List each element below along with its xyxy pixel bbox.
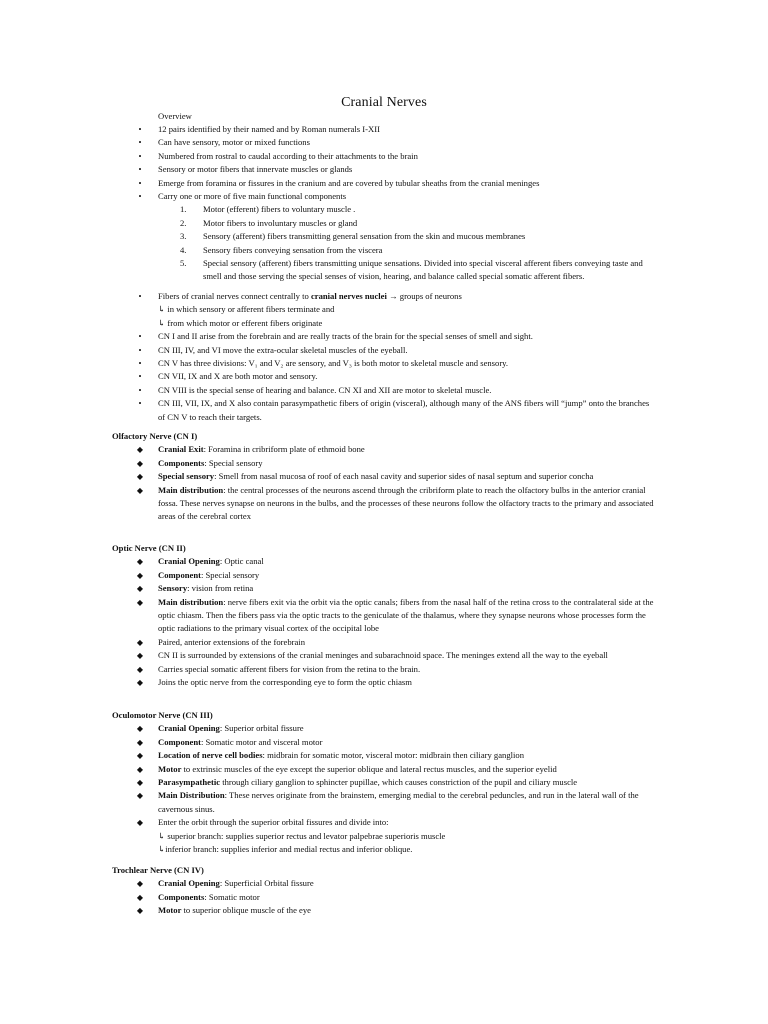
diamond-bullet-icon: ◆	[136, 485, 144, 495]
bullet-icon: •	[138, 124, 142, 134]
diamond-bullet-icon: ◆	[136, 751, 144, 761]
bullet-icon: •	[138, 371, 142, 382]
section-heading: Optic Nerve (CN II)	[112, 543, 186, 553]
diamond-bullet-icon: ◆	[136, 791, 144, 801]
diamond-bullet-icon: ◆	[136, 597, 144, 607]
diamond-bullet-icon: ◆	[136, 472, 144, 482]
arrow-line: ↳ from which motor or efferent fibers originate	[158, 317, 323, 328]
list-item: • CN I and II arise from the forebrain and are really tracts of the brain for the special senses of smell and sight.	[0, 330, 768, 343]
olfactory-section	[0, 430, 768, 524]
list-item: ◆ Cranial Opening: Optic canal	[0, 555, 768, 568]
bullet-icon: •	[138, 177, 142, 188]
bullet-icon: •	[138, 164, 142, 175]
intro-list-2	[0, 330, 768, 424]
list-item: ◆ Sensory: vision from retina	[0, 582, 768, 595]
diamond-bullet-icon: ◆	[136, 651, 144, 661]
list-item: • Fibers of cranial nerves connect centrally to cranial nerves nuclei → groups of neurons	[0, 290, 768, 303]
list-item: ◆ Motor to superior oblique muscle of the eye	[0, 904, 768, 917]
diamond-bullet-icon: ◆	[136, 664, 144, 674]
list-item: ◆ Main distribution: nerve fibers exit via the orbit via the optic canals; fibers from the nasal half of the retina cross to the contralateral side at the optic chiasm. Then the fibers pass via the optic tracts to the geniculate of the thalamus, where they synapse neurons whose processes form the optic radiations to the primary visual cortex of the occipital lobe	[0, 596, 768, 636]
diamond-bullet-icon: ◆	[136, 724, 144, 734]
list-item: • Sensory or motor fibers that innervate muscles or glands	[0, 163, 768, 176]
diamond-bullet-icon: ◆	[136, 584, 144, 594]
section-heading: Oculomotor Nerve (CN III)	[112, 710, 213, 720]
numbered-item: 5. Special sensory (afferent) fibers transmitting unique sensations. Divided into special visceral afferent fibers conveying taste and smell and those serving the special senses of vision, hearing, and balance called special somatic afferent fibers.	[180, 258, 643, 282]
arrow-line: ↳ superior branch: supplies superior rectus and levator palpebrae superioris muscle	[158, 830, 446, 841]
diamond-bullet-icon: ◆	[136, 637, 144, 647]
arrow-line: ↳inferior branch: supplies inferior and medial rectus and inferior oblique.	[158, 844, 413, 855]
list-item: • Emerge from foramina or fissures in the cranium and are covered by tubular sheaths from the cranial meninges	[0, 177, 768, 190]
list-item: ◆ Motor to extrinsic muscles of the eye except the superior oblique and lateral rectus muscles, and the superior eyelid	[0, 763, 768, 776]
numbered-item: 4. Sensory fibers conveying sensation from the viscera	[180, 244, 383, 255]
bullet-icon: •	[138, 331, 142, 342]
list-item: • Carry one or more of five main functional components	[0, 190, 768, 203]
diamond-bullet-icon: ◆	[136, 737, 144, 747]
list-item: ◆ Component: Somatic motor and visceral motor	[0, 736, 768, 749]
overview-label: Overview	[158, 111, 192, 121]
oculomotor-list	[0, 722, 768, 829]
list-item: ◆ Main distribution: the central processes of the neurons ascend through the cribriform plate to reach the olfactory bulbs in the anterior cranial fossa. These nerves synapse on neurons in the bulbs, and the processes of these neurons follow the olfactory tracts to the primary and associated areas of the cerebral cortex	[0, 484, 768, 524]
diamond-bullet-icon: ◆	[136, 458, 144, 468]
numbered-item: 2. Motor fibers to involuntary muscles or gland	[180, 217, 358, 228]
components-list	[0, 203, 768, 283]
list-item: • CN VII, IX and X are both motor and sensory.	[0, 370, 768, 383]
nuclei-list	[0, 290, 768, 303]
diamond-bullet-icon: ◆	[136, 906, 144, 916]
list-item: ◆ Enter the orbit through the superior orbital fissures and divide into:	[0, 816, 768, 829]
bullet-icon: •	[138, 357, 142, 368]
bullet-icon: •	[138, 191, 142, 202]
numbered-item: 1. Motor (efferent) fibers to voluntary muscle .	[180, 204, 356, 215]
list-item: • CN III, IV, and VI move the extra-ocular skeletal muscles of the eyeball.	[0, 344, 768, 357]
diamond-bullet-icon: ◆	[136, 892, 144, 902]
section-heading: Trochlear Nerve (CN IV)	[112, 865, 204, 875]
diamond-bullet-icon: ◆	[136, 764, 144, 774]
diamond-bullet-icon: ◆	[136, 879, 144, 889]
diamond-bullet-icon: ◆	[136, 678, 144, 688]
list-item: ◆ CN II is surrounded by extensions of the cranial meninges and subarachnoid space. The meninges extend all the way to the eyeball	[0, 649, 768, 662]
list-item: ◆ Parasympathetic through ciliary ganglion to sphincter pupillae, which causes constriction of the pupil and ciliary muscle	[0, 776, 768, 789]
list-item: ◆ Component: Special sensory	[0, 569, 768, 582]
bullet-icon: •	[138, 344, 142, 355]
list-item: • Numbered from rostral to caudal according to their attachments to the brain	[0, 150, 768, 163]
list-item: ◆ Cranial Opening: Superficial Orbital fissure	[0, 877, 768, 890]
list-item: • Can have sensory, motor or mixed functions	[0, 136, 768, 149]
oculomotor-section	[0, 709, 768, 856]
diamond-bullet-icon: ◆	[136, 557, 144, 567]
list-item: • CN VIII is the special sense of hearing and balance. CN XI and XII are motor to skeletal muscle.	[0, 384, 768, 397]
bullet-icon: •	[138, 137, 142, 148]
diamond-bullet-icon: ◆	[136, 778, 144, 788]
list-item: ◆ Paired, anterior extensions of the forebrain	[0, 636, 768, 649]
list-item: ◆ Special sensory: Smell from nasal mucosa of roof of each nasal cavity and superior sides of nasal septum and superior concha	[0, 470, 768, 483]
numbered-item: 3. Sensory (afferent) fibers transmitting general sensation from the skin and mucous membranes	[180, 231, 526, 242]
list-item: ◆ Components: Special sensory	[0, 457, 768, 470]
bullet-icon: •	[138, 150, 142, 161]
optic-section	[0, 542, 768, 689]
intro-list	[0, 123, 768, 203]
list-item: ◆ Carries special somatic afferent fibers for vision from the retina to the brain.	[0, 663, 768, 676]
diamond-bullet-icon: ◆	[136, 445, 144, 455]
list-item: • CN V has three divisions: V₁ and V₂ are sensory, and V₃ is both motor to skeletal muscle and sensory.	[0, 357, 768, 370]
diamond-bullet-icon: ◆	[136, 570, 144, 580]
bullet-icon: •	[138, 398, 142, 409]
list-item: ◆ Location of nerve cell bodies: midbrain for somatic motor, visceral motor: midbrain then ciliary ganglion	[0, 749, 768, 762]
list-item: • CN III, VII, IX, and X also contain parasympathetic fibers of origin (visceral), although many of the ANS fibers will “jump” onto the branches of CN V to reach their targets.	[0, 397, 768, 424]
diamond-bullet-icon: ◆	[136, 818, 144, 828]
trochlear-list	[0, 877, 768, 917]
list-item: ◆ Components: Somatic motor	[0, 891, 768, 904]
olfactory-list	[0, 443, 768, 523]
list-item: ◆ Cranial Exit: Foramina in cribriform plate of ethmoid bone	[0, 443, 768, 456]
optic-list	[0, 555, 768, 689]
list-item: • 12 pairs identified by their named and by Roman numerals I-XII	[0, 123, 768, 136]
bullet-icon: •	[138, 290, 142, 301]
document-title: Cranial Nerves	[341, 95, 427, 110]
bullet-icon: •	[138, 384, 142, 395]
intro-section	[0, 123, 768, 424]
list-item: ◆ Joins the optic nerve from the corresponding eye to form the optic chiasm	[0, 676, 768, 689]
trochlear-section	[0, 864, 768, 918]
list-item: ◆ Cranial Opening: Superior orbital fissure	[0, 722, 768, 735]
arrow-line: ↳ in which sensory or afferent fibers terminate and	[158, 304, 335, 315]
section-heading: Olfactory Nerve (CN I)	[112, 431, 198, 441]
list-item: ◆ Main Distribution: These nerves originate from the brainstem, emerging medial to the cerebral peduncles, and run in the lateral wall of the cavernous sinus.	[0, 789, 768, 816]
